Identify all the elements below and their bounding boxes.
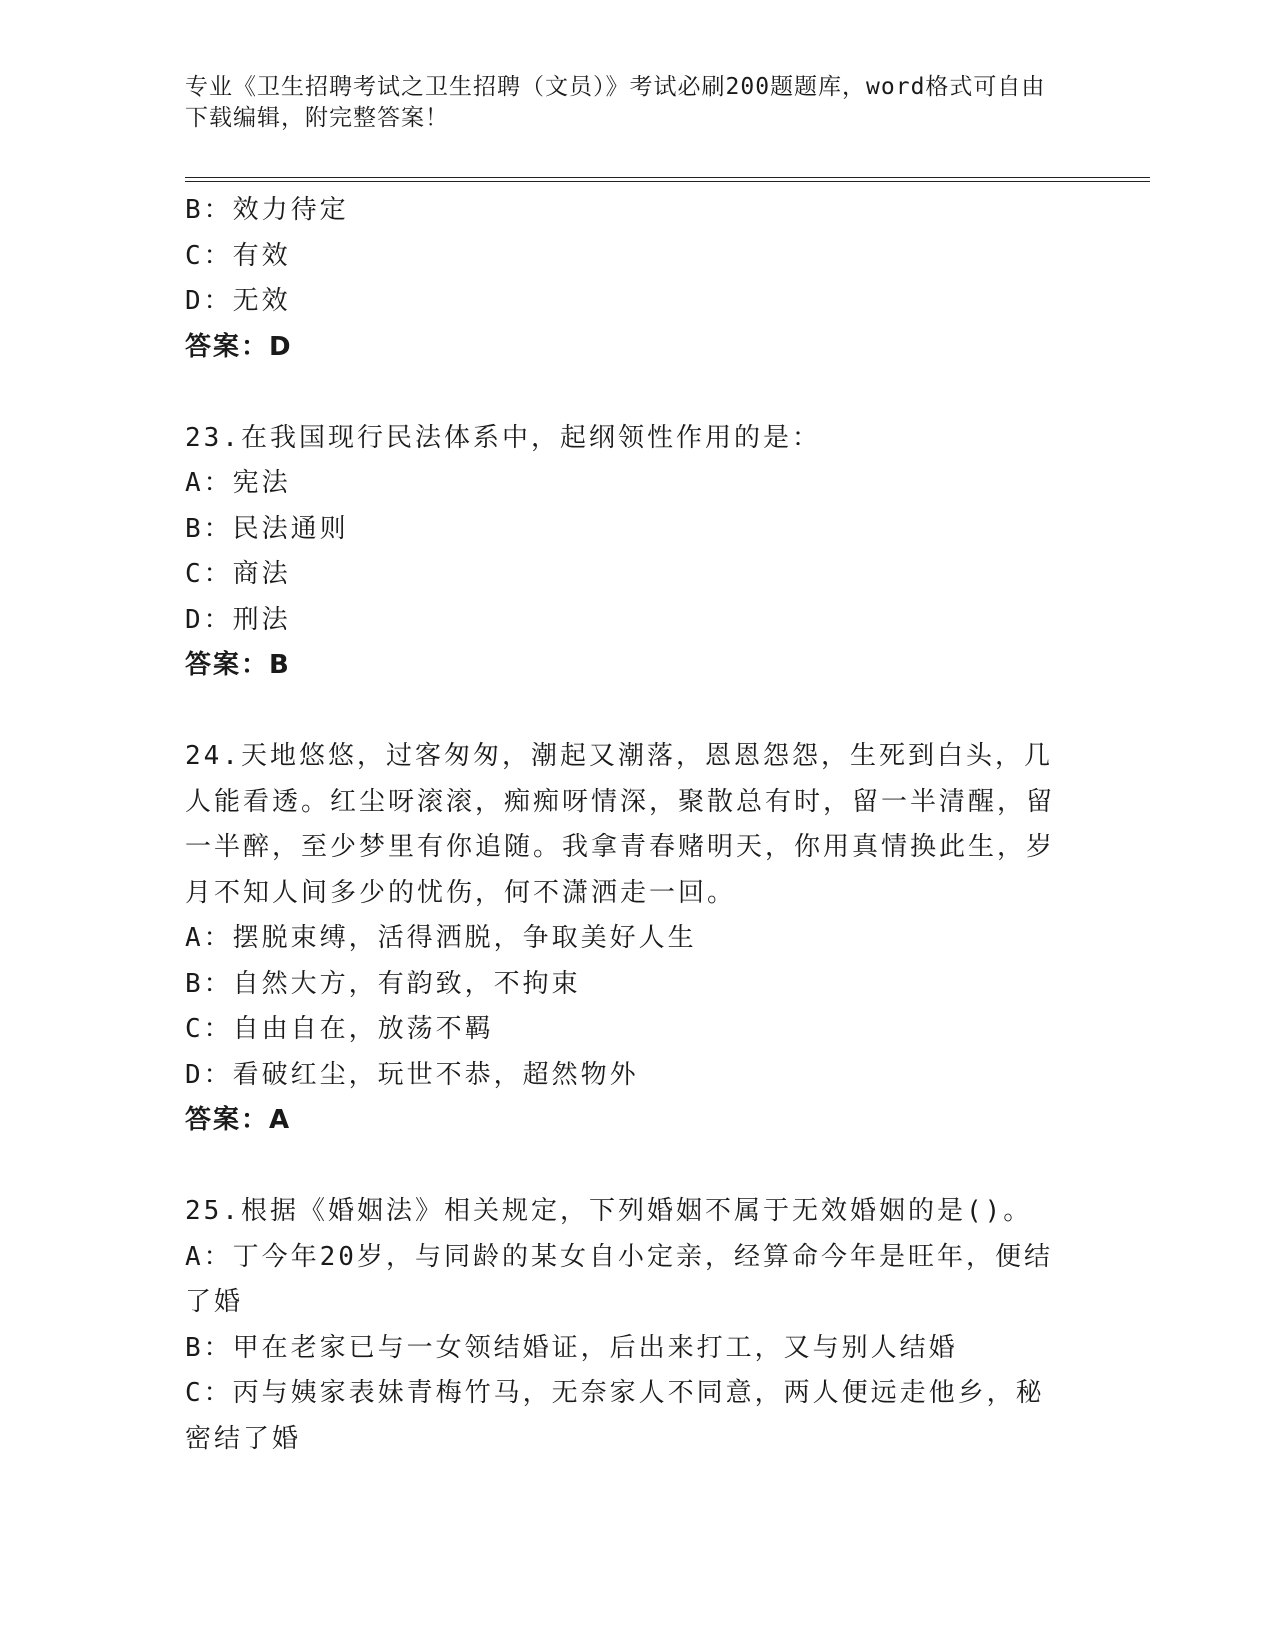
question-list [185, 188, 1065, 1462]
option-d: D：刑法 [185, 604, 291, 635]
option-a: A：宪法 [185, 468, 291, 498]
question-stem: 23.在我国现行民法体系中，起纲领性作用的是： [185, 422, 821, 453]
option-c: C：有效 [185, 240, 291, 271]
option-c: C：商法 [185, 559, 291, 589]
option-b: B：自然大方，有韵致，不拘束 [185, 968, 581, 999]
option-a: A：丁今年20岁，与同龄的某女自小定亲，经算命今年是旺年，便结了婚 [185, 1241, 1053, 1317]
question-stem: 24.天地悠悠，过客匆匆，潮起又潮落，恩恩怨怨，生死到白头，几人能看透。红尘呀滚滚，痴痴呀情深，聚散总有时，留一半清醒，留一半醉，至少梦里有你追随。我拿青春赌明天，你用真情换此生，岁月不知人间多少的忧伤，何不潇洒走一回。 [185, 741, 1056, 908]
option-b: B：民法通则 [185, 513, 349, 544]
option-b: B：甲在老家已与一女领结婚证，后出来打工，又与别人结婚 [185, 1332, 958, 1363]
option-a: A：摆脱束缚，活得洒脱，争取美好人生 [185, 923, 697, 953]
option-c: C：自由自在，放荡不羁 [185, 1014, 494, 1044]
question-24 [185, 734, 1065, 1144]
option-c: C：丙与姨家表妹青梅竹马，无奈家人不同意，两人便远走他乡，秘密结了婚 [185, 1378, 1045, 1454]
question-22-fragment [185, 188, 1065, 370]
answer-line: 答案：B [185, 650, 291, 680]
header-divider-bottom [185, 181, 1150, 182]
answer-line: 答案：D [185, 331, 293, 362]
option-d: D：看破红尘，玩世不恭，超然物外 [185, 1059, 639, 1090]
header-divider-top [185, 177, 1150, 178]
option-d: D：无效 [185, 286, 291, 316]
answer-line: 答案：A [185, 1105, 292, 1135]
question-23 [185, 416, 1065, 689]
spacer [185, 1144, 1065, 1190]
option-b: B：效力待定 [185, 195, 349, 225]
header-text: 专业《卫生招聘考试之卫生招聘（文员）》考试必刷200题题库，word格式可自由下载编辑，附完整答案！ [185, 74, 1046, 131]
question-stem: 25.根据《婚姻法》相关规定，下列婚姻不属于无效婚姻的是()。 [185, 1196, 1033, 1226]
question-25 [185, 1189, 1065, 1462]
spacer [185, 689, 1065, 735]
spacer [185, 370, 1065, 416]
document-header [185, 72, 1065, 134]
